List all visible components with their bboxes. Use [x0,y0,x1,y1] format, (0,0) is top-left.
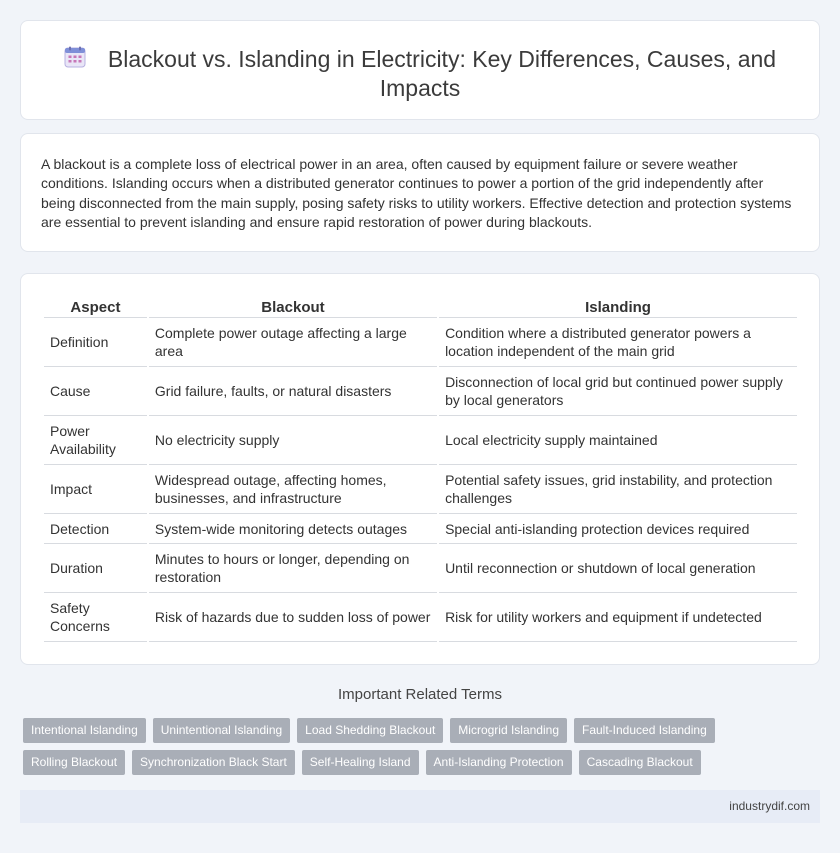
related-term-tag[interactable]: Fault-Induced Islanding [574,718,715,743]
row-islanding: Until reconnection or shutdown of local generation [439,544,797,593]
row-blackout: System-wide monitoring detects outages [149,514,437,544]
related-term-tag[interactable]: Microgrid Islanding [450,718,567,743]
related-terms-title: Important Related Terms [338,686,502,703]
row-aspect: Cause [44,367,147,416]
title-card [20,20,820,120]
footer [20,790,820,823]
row-islanding: Potential safety issues, grid instability, and protection challenges [439,465,797,514]
related-term-tag[interactable]: Unintentional Islanding [153,718,290,743]
header-blackout: Blackout [149,295,437,318]
row-islanding: Disconnection of local grid but continued power supply by local generators [439,367,797,416]
table-row [44,367,797,416]
header-islanding: Islanding [439,295,797,318]
related-term-tag[interactable]: Self-Healing Island [302,750,419,775]
related-term-tag[interactable]: Load Shedding Blackout [297,718,443,743]
row-aspect: Duration [44,544,147,593]
row-islanding: Risk for utility workers and equipment if undetected [439,593,797,642]
related-term-tag[interactable]: Anti-Islanding Protection [426,750,572,775]
footer-site[interactable]: industrydif.com [729,799,810,813]
header-aspect: Aspect [44,295,147,318]
table-row [44,544,797,593]
row-islanding: Condition where a distributed generator powers a location independent of the main grid [439,318,797,367]
intro-paragraph: A blackout is a complete loss of electrical power in an area, often caused by equipment failure or severe weather conditions. Islanding occurs when a distributed generator continues to power a portion of the grid independently after being disconnected from the main supply, posing safety risks to utility workers. Effective detection and protection systems are essential to prevent islanding and ensure rapid restoration of power during blackouts. [41,156,792,231]
table-row [44,465,797,514]
related-term-tag[interactable]: Synchronization Black Start [132,750,295,775]
page-title: Blackout vs. Islanding in Electricity: Key Differences, Causes, and Impacts [107,46,777,101]
row-blackout: Minutes to hours or longer, depending on restoration [149,544,437,593]
row-aspect: Safety Concerns [44,593,147,642]
row-blackout: No electricity supply [149,416,437,465]
related-terms-row-2 [23,750,701,775]
row-aspect: Power Availability [44,416,147,465]
related-term-tag[interactable]: Intentional Islanding [23,718,146,743]
table-row [44,514,797,544]
row-islanding: Local electricity supply maintained [439,416,797,465]
table-row [44,416,797,465]
row-blackout: Risk of hazards due to sudden loss of power [149,593,437,642]
calendar-icon [64,46,86,68]
row-blackout: Complete power outage affecting a large area [149,318,437,367]
page-title-wrap [21,45,819,103]
related-term-tag[interactable]: Rolling Blackout [23,750,125,775]
row-islanding: Special anti-islanding protection devices required [439,514,797,544]
table-header-row [44,295,797,318]
row-aspect: Definition [44,318,147,367]
table-row [44,318,797,367]
row-aspect: Impact [44,465,147,514]
row-aspect: Detection [44,514,147,544]
comparison-table [42,295,799,642]
table-row [44,593,797,642]
related-term-tag[interactable]: Cascading Blackout [579,750,701,775]
comparison-card [20,273,820,665]
row-blackout: Grid failure, faults, or natural disasters [149,367,437,416]
related-terms-row-1 [23,718,715,743]
row-blackout: Widespread outage, affecting homes, businesses, and infrastructure [149,465,437,514]
intro-card [20,133,820,252]
